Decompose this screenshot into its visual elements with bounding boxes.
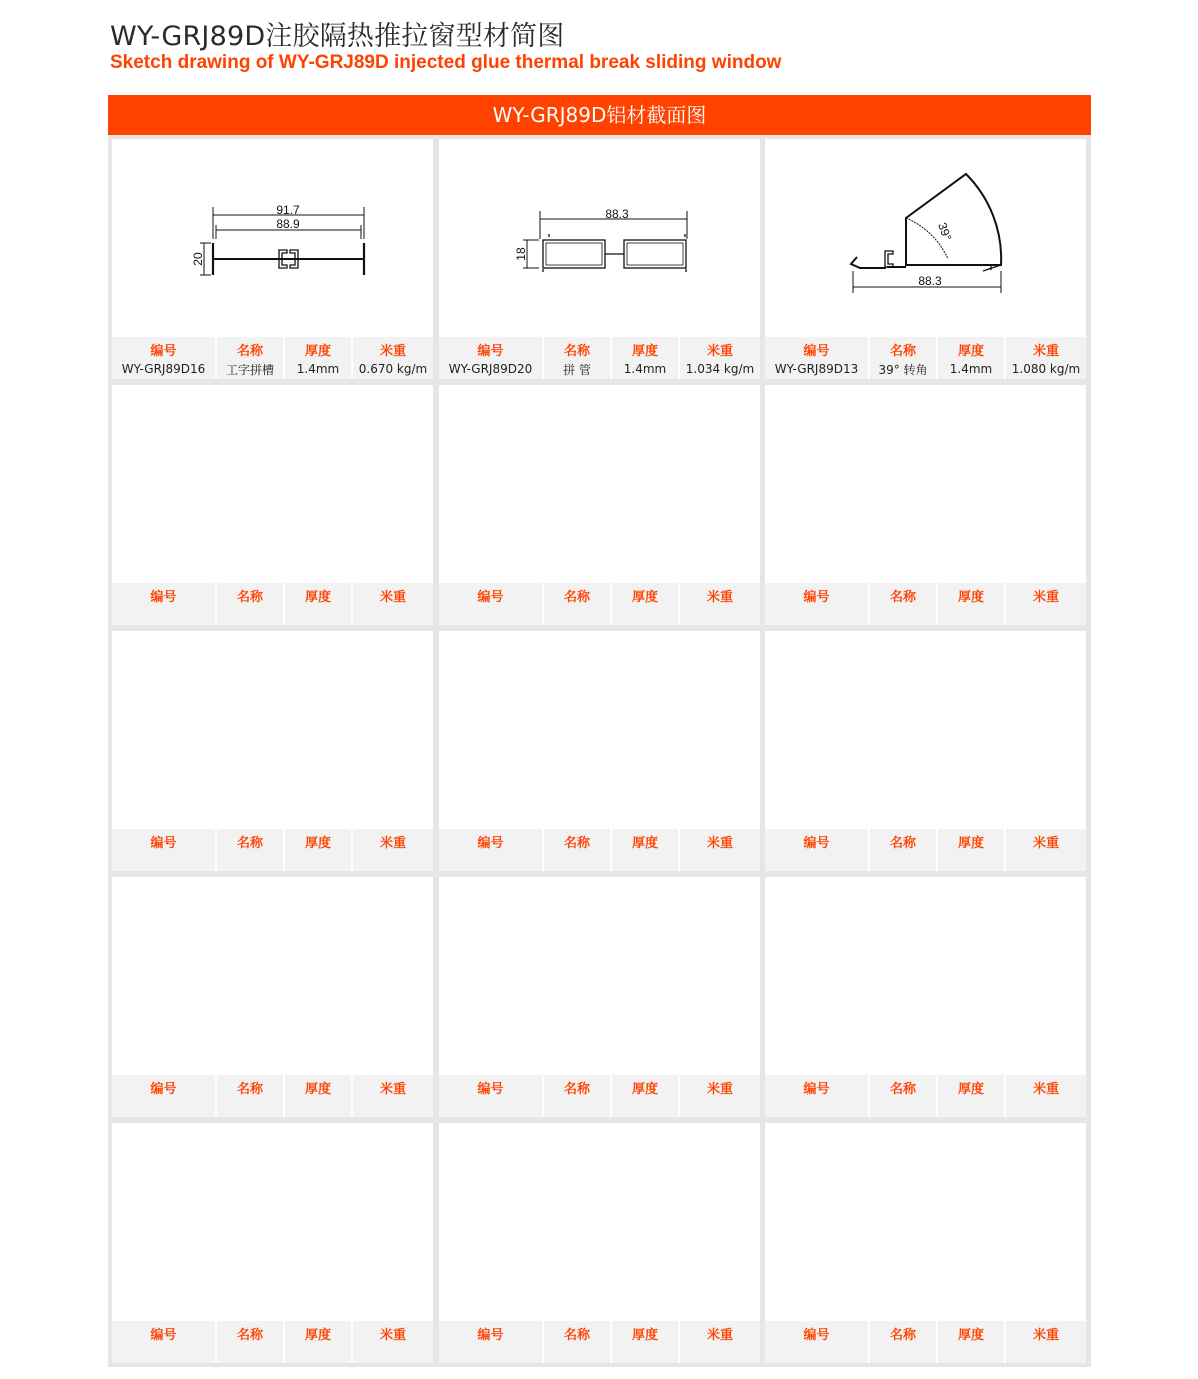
profile-card <box>439 1123 760 1363</box>
name-value <box>869 605 937 625</box>
code-value <box>439 1097 543 1117</box>
spec-table <box>439 829 760 871</box>
thickness-value <box>611 605 679 625</box>
spec-table <box>765 337 1086 379</box>
profile-drawing <box>765 631 1086 829</box>
profile-drawing <box>112 385 433 583</box>
name-header: 名称 <box>543 1321 611 1343</box>
profile-card <box>112 1123 433 1363</box>
name-header: 名称 <box>216 829 284 851</box>
profile-drawing <box>112 1123 433 1321</box>
thickness-value: 1.4mm <box>611 359 679 379</box>
code-header: 编号 <box>150 1328 177 1343</box>
code-header: 编号 <box>477 836 504 851</box>
weight-header: 米重 <box>352 583 433 605</box>
code-header: 编号 <box>803 1082 830 1097</box>
thickness-value <box>284 851 352 871</box>
thickness-value: 1.4mm <box>284 359 352 379</box>
name-header: 名称 <box>216 1075 284 1097</box>
spec-table <box>765 583 1086 625</box>
name-header: 名称 <box>869 1321 937 1343</box>
name-value: 拼 管 <box>543 359 611 379</box>
thickness-header: 厚度 <box>937 337 1005 359</box>
code-value <box>765 1343 869 1363</box>
profile-drawing <box>439 877 760 1075</box>
thickness-value <box>937 1097 1005 1117</box>
spec-table <box>112 829 433 871</box>
profile-drawing <box>439 139 760 337</box>
thickness-value <box>284 1343 352 1363</box>
code-value: WY-GRJ89D20 <box>448 362 533 376</box>
dim-height-label: 18 <box>514 247 528 261</box>
name-value <box>543 605 611 625</box>
profile-drawing <box>765 1123 1086 1321</box>
code-header: 编号 <box>803 836 830 851</box>
profile-card <box>765 631 1086 871</box>
code-header: 编号 <box>803 1328 830 1343</box>
weight-header: 米重 <box>679 829 760 851</box>
profile-card <box>112 139 433 379</box>
thickness-header: 厚度 <box>611 1075 679 1097</box>
profile-card <box>112 385 433 625</box>
tube-profile-svg <box>439 139 760 337</box>
profile-drawing <box>112 631 433 829</box>
spec-table <box>439 337 760 379</box>
spec-table <box>439 583 760 625</box>
weight-value <box>352 1097 433 1117</box>
thickness-value <box>611 1343 679 1363</box>
code-header: 编号 <box>150 344 177 359</box>
name-value <box>216 1343 284 1363</box>
name-value <box>543 1097 611 1117</box>
dim-angle-label: 39° <box>935 220 955 243</box>
thickness-header: 厚度 <box>284 829 352 851</box>
code-header: 编号 <box>477 344 504 359</box>
weight-value <box>352 1343 433 1363</box>
weight-header: 米重 <box>1005 583 1086 605</box>
code-value <box>439 605 543 625</box>
code-value <box>112 851 216 871</box>
spec-table <box>765 1321 1086 1363</box>
weight-header: 米重 <box>1005 829 1086 851</box>
dim-height-label: 20 <box>191 252 205 266</box>
thickness-value <box>611 1097 679 1117</box>
spec-table <box>112 1075 433 1117</box>
weight-header: 米重 <box>679 337 760 359</box>
code-header: 编号 <box>803 344 830 359</box>
thickness-header: 厚度 <box>284 583 352 605</box>
code-value <box>112 1097 216 1117</box>
profile-card <box>765 385 1086 625</box>
profile-card <box>112 877 433 1117</box>
spec-table <box>439 1321 760 1363</box>
code-header: 编号 <box>803 590 830 605</box>
code-value <box>765 851 869 871</box>
spec-table <box>765 1075 1086 1117</box>
page-title: WY-GRJ89D注胶隔热推拉窗型材简图 <box>110 21 565 52</box>
profile-drawing <box>112 877 433 1075</box>
thickness-header: 厚度 <box>611 829 679 851</box>
name-header: 名称 <box>543 829 611 851</box>
weight-header: 米重 <box>1005 337 1086 359</box>
weight-header: 米重 <box>352 829 433 851</box>
page-subtitle: Sketch drawing of WY-GRJ89D injected glue thermal break sliding window <box>110 52 782 73</box>
profile-card <box>765 877 1086 1117</box>
name-header: 名称 <box>869 829 937 851</box>
thickness-value: 1.4mm <box>937 359 1005 379</box>
code-header: 编号 <box>150 1082 177 1097</box>
weight-value: 1.080 kg/m <box>1005 359 1086 379</box>
dim-width-label: 88.3 <box>605 207 629 221</box>
profile-card <box>439 139 760 379</box>
weight-value <box>679 851 760 871</box>
name-value <box>216 605 284 625</box>
profile-drawing <box>765 877 1086 1075</box>
profile-card <box>765 1123 1086 1363</box>
weight-value <box>352 605 433 625</box>
thickness-header: 厚度 <box>611 1321 679 1343</box>
thickness-header: 厚度 <box>937 1321 1005 1343</box>
name-header: 名称 <box>869 337 937 359</box>
profile-card <box>439 877 760 1117</box>
name-value <box>216 851 284 871</box>
spec-table <box>112 337 433 379</box>
profile-card <box>439 631 760 871</box>
weight-value: 0.670 kg/m <box>352 359 433 379</box>
weight-header: 米重 <box>679 583 760 605</box>
code-header: 编号 <box>477 1082 504 1097</box>
name-value: 39° 转角 <box>869 359 937 379</box>
weight-value <box>679 1097 760 1117</box>
weight-header: 米重 <box>352 1321 433 1343</box>
weight-value <box>352 851 433 871</box>
h-profile-svg <box>112 139 433 337</box>
profile-grid <box>108 135 1091 1367</box>
name-header: 名称 <box>869 1075 937 1097</box>
thickness-value <box>284 1097 352 1117</box>
profile-drawing <box>765 385 1086 583</box>
name-value <box>869 1343 937 1363</box>
weight-value <box>1005 1097 1086 1117</box>
weight-value <box>679 1343 760 1363</box>
thickness-header: 厚度 <box>284 337 352 359</box>
thickness-value <box>611 851 679 871</box>
spec-table <box>765 829 1086 871</box>
code-header: 编号 <box>150 590 177 605</box>
weight-header: 米重 <box>352 337 433 359</box>
thickness-value <box>284 605 352 625</box>
weight-header: 米重 <box>679 1075 760 1097</box>
thickness-value <box>937 1343 1005 1363</box>
section-banner: WY-GRJ89D铝材截面图 <box>108 95 1091 135</box>
profile-drawing <box>765 139 1086 337</box>
thickness-header: 厚度 <box>284 1321 352 1343</box>
name-header: 名称 <box>543 583 611 605</box>
code-value <box>765 1097 869 1117</box>
profile-drawing <box>439 385 760 583</box>
name-value <box>869 1097 937 1117</box>
code-header: 编号 <box>477 590 504 605</box>
thickness-header: 厚度 <box>611 583 679 605</box>
code-header: 编号 <box>477 1328 504 1343</box>
name-value <box>543 1343 611 1363</box>
profile-drawing <box>112 139 433 337</box>
thickness-value <box>937 851 1005 871</box>
profile-drawing <box>439 631 760 829</box>
corner-profile-svg <box>765 139 1086 337</box>
weight-value <box>1005 605 1086 625</box>
thickness-header: 厚度 <box>937 829 1005 851</box>
profile-card <box>439 385 760 625</box>
code-value <box>112 1343 216 1363</box>
weight-value <box>1005 1343 1086 1363</box>
weight-header: 米重 <box>1005 1321 1086 1343</box>
profile-card <box>112 631 433 871</box>
spec-table <box>439 1075 760 1117</box>
weight-value <box>1005 851 1086 871</box>
code-value <box>765 605 869 625</box>
code-header: 编号 <box>150 836 177 851</box>
weight-header: 米重 <box>1005 1075 1086 1097</box>
weight-value: 1.034 kg/m <box>679 359 760 379</box>
spec-table <box>112 1321 433 1363</box>
name-header: 名称 <box>543 337 611 359</box>
thickness-value <box>937 605 1005 625</box>
dim-width-label: 88.3 <box>918 274 942 288</box>
weight-header: 米重 <box>679 1321 760 1343</box>
name-header: 名称 <box>543 1075 611 1097</box>
name-header: 名称 <box>216 583 284 605</box>
weight-header: 米重 <box>352 1075 433 1097</box>
thickness-header: 厚度 <box>284 1075 352 1097</box>
code-value <box>439 851 543 871</box>
thickness-header: 厚度 <box>937 583 1005 605</box>
name-value <box>869 851 937 871</box>
weight-value <box>679 605 760 625</box>
name-header: 名称 <box>216 1321 284 1343</box>
code-value <box>112 605 216 625</box>
thickness-header: 厚度 <box>937 1075 1005 1097</box>
thickness-header: 厚度 <box>611 337 679 359</box>
name-value: 工字拼槽 <box>216 359 284 379</box>
profile-card <box>765 139 1086 379</box>
code-value: WY-GRJ89D13 <box>774 362 859 376</box>
name-header: 名称 <box>869 583 937 605</box>
dim-top-label: 91.7 <box>276 203 300 217</box>
name-header: 名称 <box>216 337 284 359</box>
spec-table <box>112 583 433 625</box>
name-value <box>216 1097 284 1117</box>
name-value <box>543 851 611 871</box>
dim-inner-label: 88.9 <box>276 217 300 231</box>
code-value: WY-GRJ89D16 <box>121 362 206 376</box>
code-value <box>439 1343 543 1363</box>
profile-drawing <box>439 1123 760 1321</box>
